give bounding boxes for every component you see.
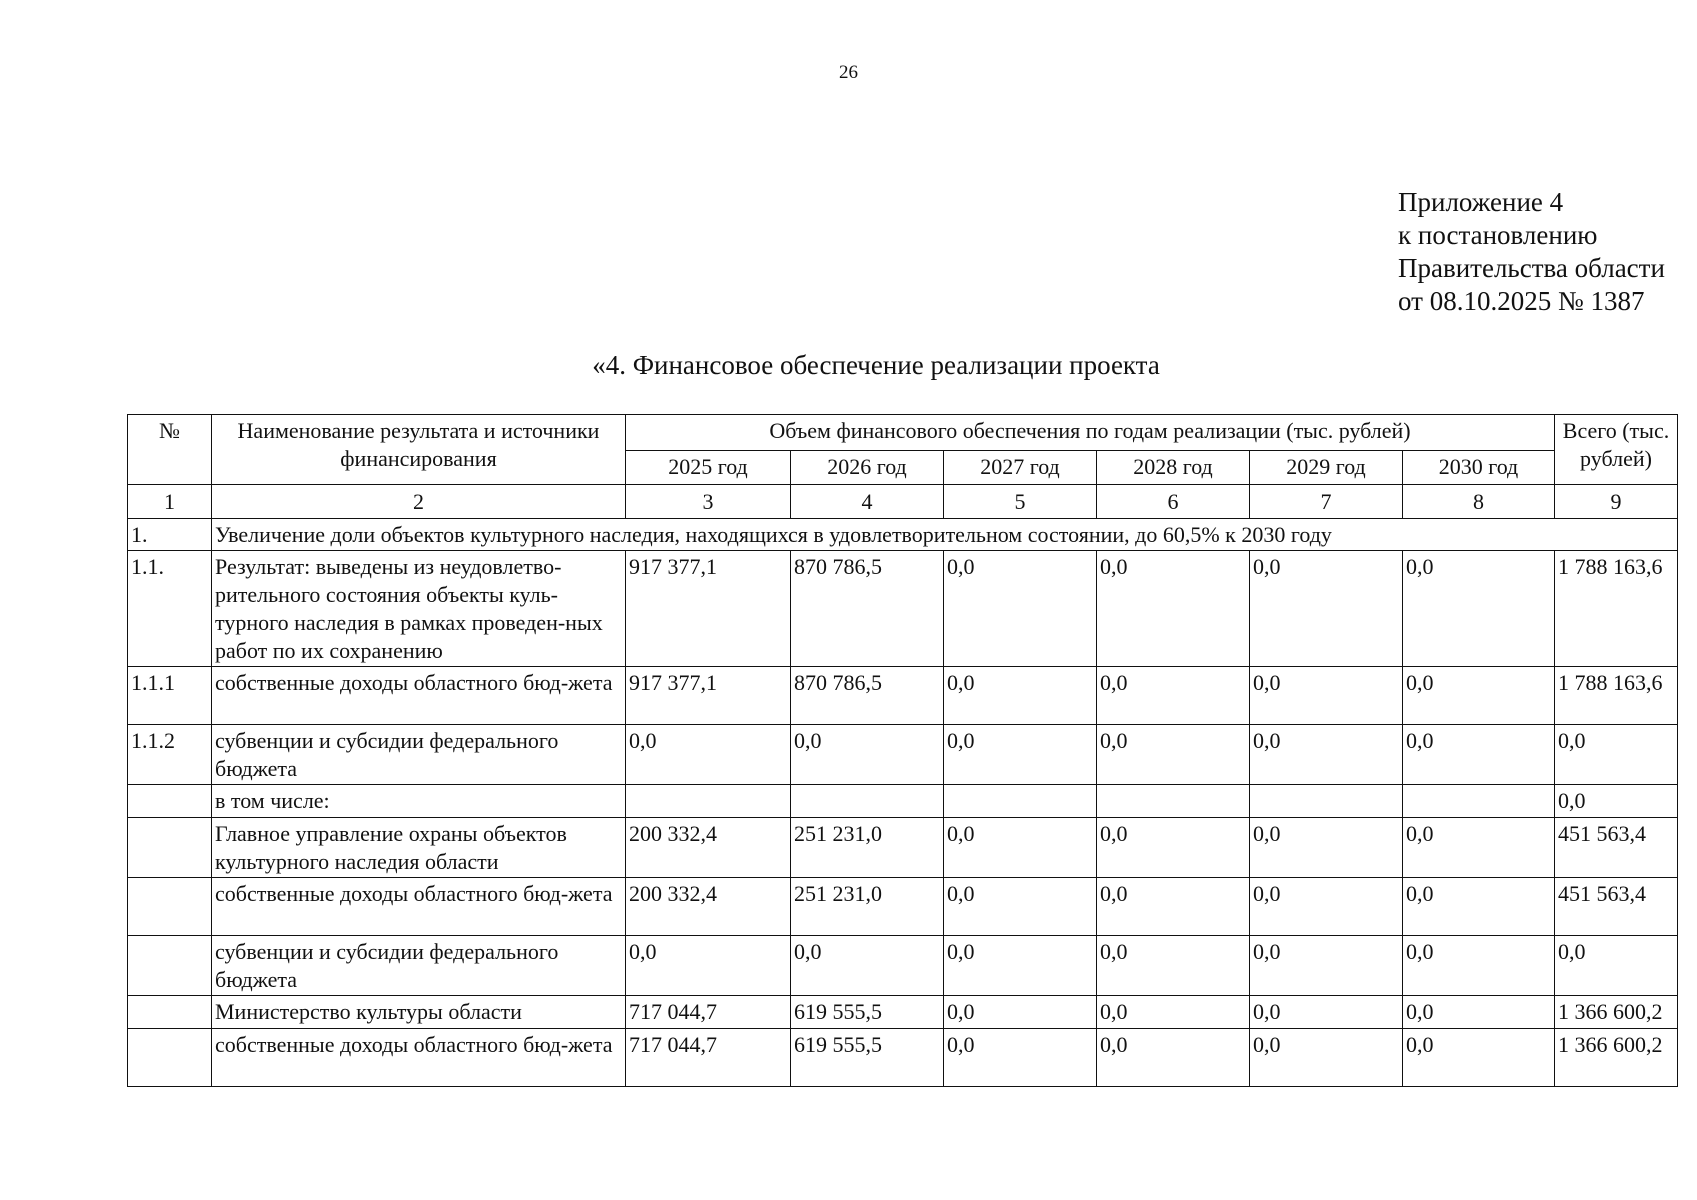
header-volume: Объем финансового обеспечения по годам реализации (тыс. рублей) [626, 415, 1555, 451]
header-year-2027: 2027 год [944, 451, 1097, 485]
row-name: Министерство культуры области [212, 996, 626, 1029]
row-year-value: 917 377,1 [626, 551, 791, 667]
row-total-value: 1 788 163,6 [1555, 667, 1678, 725]
header-year-2030: 2030 год [1403, 451, 1555, 485]
row-total-value: 1 788 163,6 [1555, 551, 1678, 667]
row-year-value: 0,0 [1097, 1029, 1250, 1087]
row-year-value: 0,0 [944, 667, 1097, 725]
row-year-value: 0,0 [944, 551, 1097, 667]
table-row [128, 785, 1678, 818]
row-year-value: 0,0 [944, 936, 1097, 996]
goal-text: Увеличение доли объектов культурного наследия, находящихся в удовлетворительном состоянии, до 60,5% к 2030 году [212, 519, 1678, 551]
row-year-value: 0,0 [1097, 818, 1250, 878]
row-year-value: 0,0 [1403, 878, 1555, 936]
row-year-value: 717 044,7 [626, 996, 791, 1029]
row-year-value: 0,0 [1250, 996, 1403, 1029]
page-number: 26 [839, 62, 858, 83]
row-year-value: 0,0 [1403, 936, 1555, 996]
column-number: 4 [791, 485, 944, 519]
table-row [128, 878, 1678, 936]
row-year-value: 0,0 [1250, 1029, 1403, 1087]
appendix-line-1: Приложение 4 [1398, 187, 1564, 217]
header-year-2026: 2026 год [791, 451, 944, 485]
row-year-value: 0,0 [944, 996, 1097, 1029]
row-year-value: 200 332,4 [626, 878, 791, 936]
column-number: 6 [1097, 485, 1250, 519]
appendix-line-3: Правительства области [1398, 253, 1665, 283]
row-name: собственные доходы областного бюд-жета [212, 667, 626, 725]
row-year-value: 619 555,5 [791, 1029, 944, 1087]
column-number: 2 [212, 485, 626, 519]
row-name: субвенции и субсидии федерального бюджета [212, 936, 626, 996]
row-num: 1.1. [128, 551, 212, 667]
row-year-value [1250, 785, 1403, 818]
row-year-value [1403, 785, 1555, 818]
row-year-value: 0,0 [944, 1029, 1097, 1087]
row-total-value: 451 563,4 [1555, 818, 1678, 878]
table-row [128, 936, 1678, 996]
row-year-value: 870 786,5 [791, 551, 944, 667]
row-year-value: 0,0 [1403, 996, 1555, 1029]
row-name: собственные доходы областного бюд-жета [212, 1029, 626, 1087]
row-num [128, 878, 212, 936]
header-name: Наименование результата и источники финансирования [212, 415, 626, 485]
row-num [128, 996, 212, 1029]
appendix-line-4: от 08.10.2025 № 1387 [1398, 286, 1645, 316]
header-year-2025: 2025 год [626, 451, 791, 485]
column-number: 1 [128, 485, 212, 519]
column-number: 5 [944, 485, 1097, 519]
row-year-value: 0,0 [1250, 725, 1403, 785]
row-year-value [791, 785, 944, 818]
row-year-value: 0,0 [1250, 936, 1403, 996]
row-year-value [626, 785, 791, 818]
row-year-value: 0,0 [1097, 667, 1250, 725]
row-year-value: 0,0 [1097, 996, 1250, 1029]
table-row [128, 818, 1678, 878]
row-year-value: 0,0 [944, 878, 1097, 936]
column-number: 3 [626, 485, 791, 519]
row-year-value: 200 332,4 [626, 818, 791, 878]
row-year-value [1097, 785, 1250, 818]
row-year-value: 0,0 [1250, 878, 1403, 936]
row-total-value: 1 366 600,2 [1555, 996, 1678, 1029]
row-year-value: 0,0 [1097, 878, 1250, 936]
header-total: Всего (тыс. рублей) [1555, 415, 1678, 485]
row-name: субвенции и субсидии федерального бюджета [212, 725, 626, 785]
row-year-value: 0,0 [791, 725, 944, 785]
section-title: «4. Финансовое обеспечение реализации проекта [592, 350, 1160, 380]
row-year-value: 917 377,1 [626, 667, 791, 725]
row-name: в том числе: [212, 785, 626, 818]
row-name: Результат: выведены из неудовлетво-рительного состояния объекты куль-турного наследия в рамках проведен-ных работ по их сохранению [212, 551, 626, 667]
goal-row [128, 519, 1678, 551]
row-year-value: 0,0 [944, 725, 1097, 785]
row-year-value: 619 555,5 [791, 996, 944, 1029]
row-year-value: 0,0 [1250, 818, 1403, 878]
header-num: № [128, 415, 212, 485]
row-year-value: 0,0 [1403, 725, 1555, 785]
row-name: Главное управление охраны объектов культурного наследия области [212, 818, 626, 878]
row-total-value: 0,0 [1555, 725, 1678, 785]
header-year-2029: 2029 год [1250, 451, 1403, 485]
column-number: 8 [1403, 485, 1555, 519]
appendix-block [1398, 186, 1665, 318]
row-total-value: 451 563,4 [1555, 878, 1678, 936]
table-row [128, 725, 1678, 785]
table-row [128, 667, 1678, 725]
row-year-value: 717 044,7 [626, 1029, 791, 1087]
row-num [128, 785, 212, 818]
row-year-value: 0,0 [1403, 551, 1555, 667]
row-num: 1.1.1 [128, 667, 212, 725]
row-year-value: 0,0 [1403, 1029, 1555, 1087]
row-year-value: 0,0 [944, 818, 1097, 878]
row-year-value: 870 786,5 [791, 667, 944, 725]
table-row [128, 551, 1678, 667]
row-year-value: 0,0 [1097, 936, 1250, 996]
row-total-value: 0,0 [1555, 785, 1678, 818]
row-name: собственные доходы областного бюд-жета [212, 878, 626, 936]
row-year-value: 0,0 [1403, 667, 1555, 725]
header-year-2028: 2028 год [1097, 451, 1250, 485]
row-num [128, 818, 212, 878]
row-year-value: 0,0 [626, 725, 791, 785]
column-number: 7 [1250, 485, 1403, 519]
row-total-value: 1 366 600,2 [1555, 1029, 1678, 1087]
row-year-value: 251 231,0 [791, 878, 944, 936]
column-number: 9 [1555, 485, 1678, 519]
financing-table [127, 414, 1678, 1087]
row-year-value: 0,0 [1097, 551, 1250, 667]
table-row [128, 996, 1678, 1029]
row-num: 1.1.2 [128, 725, 212, 785]
row-num [128, 1029, 212, 1087]
row-year-value: 0,0 [1250, 667, 1403, 725]
row-year-value: 0,0 [626, 936, 791, 996]
row-year-value: 0,0 [791, 936, 944, 996]
table-row [128, 1029, 1678, 1087]
appendix-line-2: к постановлению [1398, 220, 1598, 250]
row-year-value: 251 231,0 [791, 818, 944, 878]
row-year-value [944, 785, 1097, 818]
row-year-value: 0,0 [1250, 551, 1403, 667]
goal-num: 1. [128, 519, 212, 551]
row-num [128, 936, 212, 996]
row-year-value: 0,0 [1403, 818, 1555, 878]
row-total-value: 0,0 [1555, 936, 1678, 996]
column-number-row [128, 485, 1678, 519]
row-year-value: 0,0 [1097, 725, 1250, 785]
